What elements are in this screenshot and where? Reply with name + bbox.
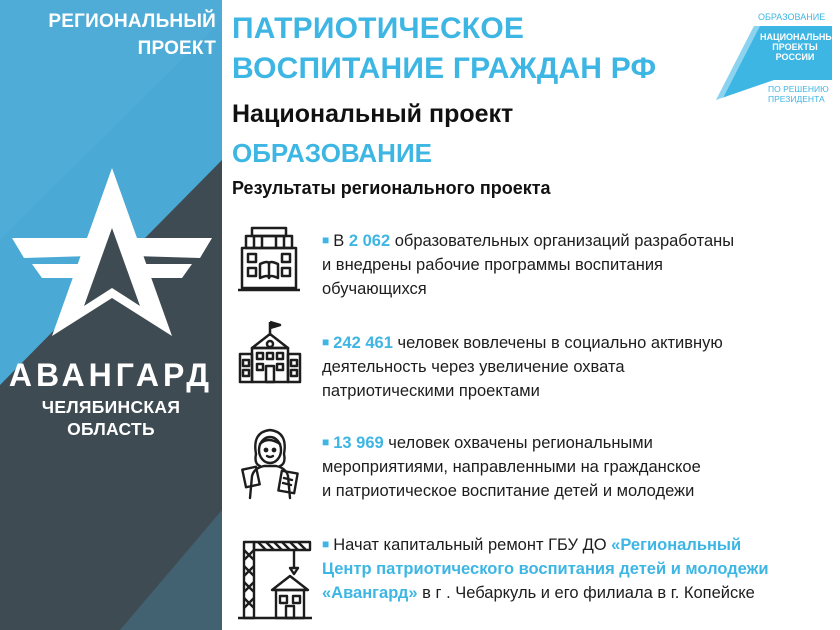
avangard-emblem-icon [12, 166, 212, 356]
item-4-line1-highlight: «Региональный [611, 536, 742, 554]
logo-top-label: ОБРАЗОВАНИЕ [758, 12, 826, 22]
item-4-line3-highlight: «Авангард» [322, 584, 418, 602]
library-building-icon [238, 224, 300, 294]
bullet-icon: ■ [322, 435, 330, 449]
result-item-3 [322, 430, 832, 503]
item-1-line1: образовательных организаций разработаны [390, 232, 735, 250]
region-label-line1: РЕГИОНАЛЬНЫЙ [48, 11, 216, 32]
title-line-1: ПАТРИОТИЧЕСКОЕ [232, 12, 525, 45]
item-2-line2: деятельность через увеличение охвата [322, 358, 625, 376]
logo-bottom-line2: ПРЕЗИДЕНТА [768, 94, 825, 104]
item-3-line3: и патриотическое воспитание детей и молодежи [322, 482, 695, 500]
left-panel [0, 0, 222, 630]
item-3-line2: мероприятиями, направленными на гражданское [322, 458, 701, 476]
item-2-line1: человек вовлечены в социально активную [392, 334, 723, 352]
brand-name: АВАНГАРД [8, 357, 214, 393]
results-heading: Результаты регионального проекта [232, 178, 551, 198]
item-1-prefix: В [333, 232, 349, 250]
item-3-number: 13 969 [333, 434, 384, 452]
item-1-line3: обучающихся [322, 280, 427, 298]
result-item-2 [322, 330, 832, 403]
item-4-line3: в г . Чебаркуль и его филиала в г. Копейске [417, 584, 755, 602]
item-2-number: 242 461 [333, 334, 393, 352]
construction-crane-icon [238, 536, 312, 620]
item-4-line1: Начат капитальный ремонт ГБУ ДО [333, 536, 612, 554]
national-projects-logo [714, 8, 840, 104]
item-3-line1: человек охвачены региональными [383, 434, 653, 452]
item-1-number: 2 062 [348, 232, 391, 250]
bullet-icon: ■ [322, 233, 330, 247]
bullet-icon: ■ [322, 335, 330, 349]
bullet-icon: ■ [322, 537, 330, 551]
item-1-line2: и внедрены рабочие программы воспитания [322, 256, 663, 274]
item-4-line2: Центр патриотического воспитания детей и молодежи [322, 560, 769, 578]
title-line-2: ВОСПИТАНИЕ ГРАЖДАН РФ [232, 52, 657, 85]
school-building-icon [238, 320, 302, 386]
national-project-label: Национальный проект [232, 100, 514, 128]
result-item-1 [322, 228, 832, 301]
logo-main-text: НАЦИОНАЛЬНЫЕ ПРОЕКТЫ РОССИИ [760, 32, 840, 62]
result-item-4 [322, 532, 832, 605]
girl-reading-icon [238, 424, 302, 500]
logo-bottom-line1: ПО РЕШЕНИЮ [768, 84, 829, 94]
item-2-line3: патриотическими проектами [322, 382, 540, 400]
project-name: ОБРАЗОВАНИЕ [232, 138, 432, 168]
brand-region: ЧЕЛЯБИНСКАЯ ОБЛАСТЬ [41, 397, 181, 439]
region-project-label [6, 8, 216, 62]
region-label-line2: ПРОЕКТ [137, 38, 216, 59]
